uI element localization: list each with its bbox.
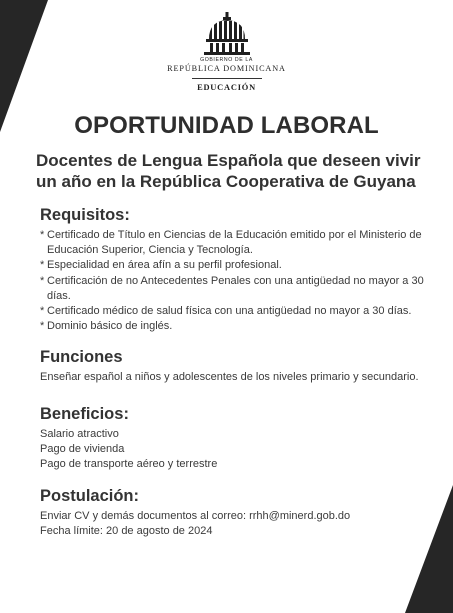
- funciones-title: Funciones: [40, 348, 123, 366]
- beneficios-section: [40, 405, 435, 473]
- list-item: Pago de transporte aéreo y terrestre: [40, 458, 218, 471]
- list-item-text: Especialidad en área afín a su perfil profesional.: [47, 259, 282, 272]
- list-item: * Dominio básico de inglés.: [40, 319, 435, 334]
- postulacion-section: [40, 487, 435, 539]
- beneficios-title: Beneficios:: [40, 405, 129, 423]
- postulacion-deadline-line: Fecha límite: 20 de agosto de 2024: [40, 525, 213, 538]
- funciones-section: [40, 348, 435, 385]
- postulacion-title: Postulación:: [40, 487, 140, 505]
- list-item: Salario atractivo: [40, 428, 119, 440]
- ministry-logo: [0, 12, 453, 92]
- list-item: * Certificado médico de salud física con una antigüedad no mayor a 30 días.: [40, 304, 435, 319]
- list-item-text: Certificado médico de salud física con una antigüedad no mayor a 30 días.: [47, 305, 412, 318]
- list-item-text: Certificación de no Antecedentes Penales con una antigüedad no mayor a 30 días.: [47, 274, 424, 302]
- list-item: Pago de vivienda: [40, 443, 125, 456]
- palace-dome-icon: [204, 12, 250, 56]
- list-item: * Especialidad en área afín a su perfil profesional.: [40, 258, 435, 273]
- logo-divider: [192, 78, 262, 79]
- page-title: OPORTUNIDAD LABORAL: [74, 112, 379, 139]
- requisitos-section: [40, 206, 435, 334]
- funciones-text: Enseñar español a niños y adolescentes de los niveles primario y secundario.: [40, 371, 419, 383]
- page-subtitle: Docentes de Lengua Española que deseen vivir un año en la República Cooperativa de Guyana: [36, 151, 421, 191]
- list-item: * Certificación de no Antecedentes Penales con una antigüedad no mayor a 30 días.: [40, 274, 435, 304]
- gov-label-small: GOBIERNO DE LA: [200, 57, 253, 63]
- list-item: * Certificado de Título en Ciencias de la Educación emitido por el Ministerio de Educación Superior, Ciencia y Tecnología.: [40, 228, 435, 258]
- list-item-text: Dominio básico de inglés.: [47, 320, 173, 333]
- requisitos-title: Requisitos:: [40, 206, 130, 224]
- gov-label-country: REPÚBLICA DOMINICANA: [167, 64, 286, 73]
- list-item-text: Certificado de Título en Ciencias de la Educación emitido por el Ministerio de Educación Superior, Ciencia y Tecnología.: [47, 229, 422, 257]
- department-label: EDUCACIÓN: [197, 83, 256, 92]
- postulacion-email-line: Enviar CV y demás documentos al correo: rrhh@minerd.gob.do: [40, 510, 351, 522]
